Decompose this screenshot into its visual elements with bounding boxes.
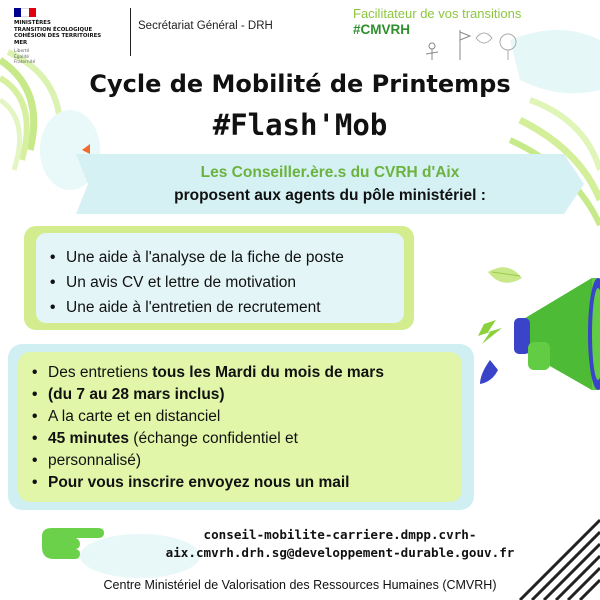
- department-label: Secrétariat Général - DRH: [138, 20, 273, 32]
- leaf-icon: [488, 267, 522, 283]
- intro-banner: [76, 154, 584, 214]
- page-title: Cycle de Mobilité de Printemps: [89, 70, 511, 98]
- footer-text: Centre Ministériel de Valorisation des Ressources Humaines (CMVRH): [103, 578, 497, 592]
- ministry-line: MINISTÈRES: [14, 20, 51, 26]
- list-item-continuation: [30, 384, 384, 406]
- motto-line: Égalité: [14, 54, 30, 60]
- lightning-icon: [478, 320, 502, 344]
- page-subtitle: #Flash'Mob: [212, 108, 388, 142]
- email-line: aix.cmvrh.drh.sg@developpement-durable.gouv.fr: [165, 545, 515, 560]
- pointing-hand-icon: [36, 522, 106, 562]
- detail-emphasis: 45 minutes: [48, 430, 129, 447]
- list-item: • Un avis CV et lettre de motivation: [48, 270, 344, 295]
- list-item-continuation: [30, 450, 384, 472]
- drop-icon: [480, 360, 498, 384]
- ministry-logo: [14, 8, 132, 66]
- details-list: [30, 362, 384, 494]
- megaphone-icon: [514, 278, 600, 390]
- detail-text: (du 7 au 28 mars inclus): [48, 386, 225, 403]
- hashtag: #CMVRH: [353, 22, 411, 37]
- motto-line: Fraternité: [14, 60, 36, 66]
- megaphone-illustration: [462, 250, 600, 410]
- ministry-line: COHÉSION DES TERRITOIRES: [14, 33, 102, 40]
- ministry-line: TRANSITION ÉCOLOGIQUE: [14, 26, 93, 33]
- list-item: • Pour vous inscrire envoyez nous un mail: [30, 472, 384, 494]
- list-item: • Une aide à l'entretien de recrutement: [48, 295, 344, 320]
- list-item: [30, 428, 384, 450]
- motto-line: Liberté: [14, 49, 30, 55]
- tagline: Facilitateur de vos transitions: [353, 6, 522, 21]
- banner-text: proposent aux agents du pôle ministériel :: [174, 187, 486, 204]
- email-line: conseil-mobilite-carriere.dmpp.cvrh-: [203, 527, 477, 542]
- list-item: • Une aide à l'analyse de la fiche de poste: [48, 245, 344, 270]
- header-divider: [130, 8, 131, 56]
- email-address[interactable]: [100, 526, 580, 562]
- banner-arrow-shape: [76, 154, 584, 214]
- detail-text: (échange confidentiel et: [128, 430, 298, 447]
- detail-emphasis: tous les Mardi du mois de mars: [152, 364, 384, 381]
- ministry-line: MER: [14, 39, 28, 46]
- banner-heading: Les Conseiller.ère.s du CVRH d'Aix: [200, 164, 460, 181]
- services-list: [48, 245, 344, 320]
- list-item: • A la carte et en distanciel: [30, 406, 384, 428]
- detail-text: Des entretiens: [48, 364, 153, 381]
- doodle-sketch-icon: [420, 24, 530, 64]
- detail-text: personnalisé): [48, 452, 142, 469]
- french-flag-icon: [14, 8, 36, 17]
- list-item: [30, 362, 384, 384]
